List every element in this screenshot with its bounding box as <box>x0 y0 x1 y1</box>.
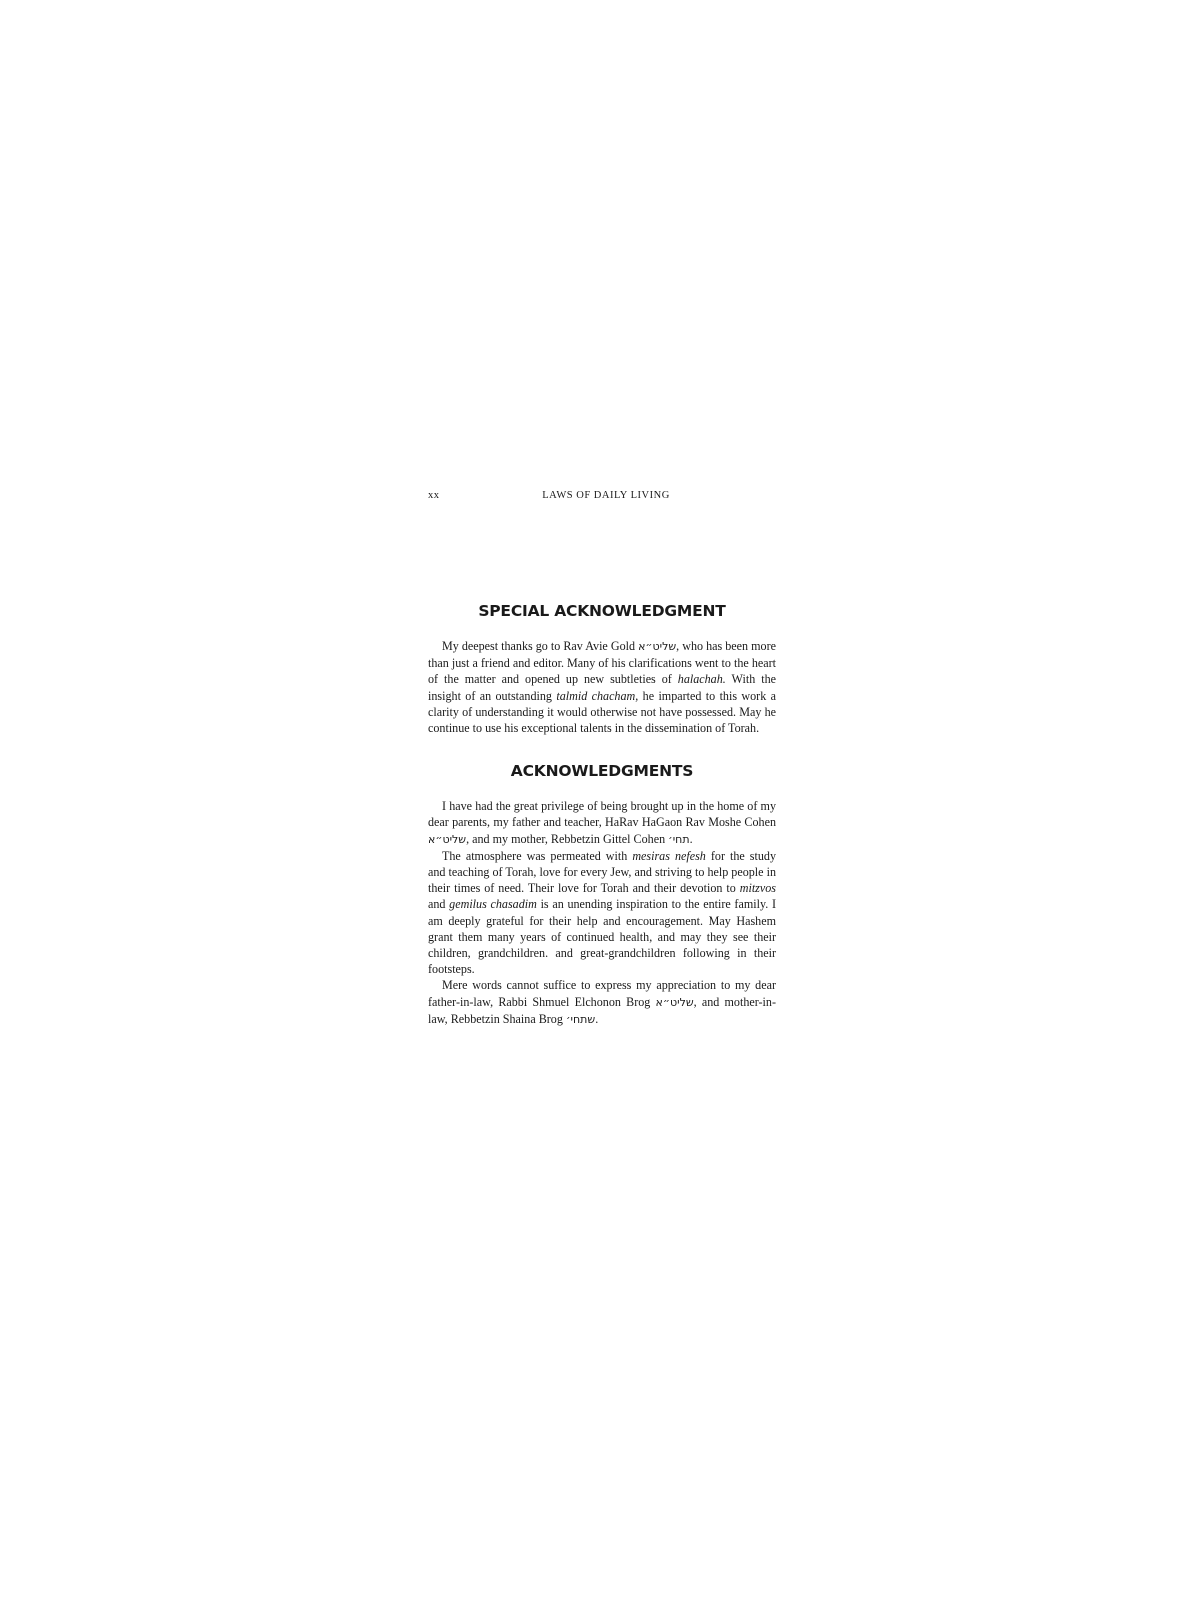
text-run: . <box>689 831 693 846</box>
running-head <box>428 490 776 506</box>
italic-term: mitzvos <box>739 881 776 896</box>
text-run: for the study and teaching of Torah, love for every Jew, and striving to help people in their times of need. Their love for Torah and their devotion to <box>428 848 776 896</box>
paragraph <box>428 848 776 978</box>
text-run: My deepest thanks go to Rav Avie Gold <box>442 639 639 653</box>
paragraph <box>428 638 776 736</box>
italic-term: talmid chacham, <box>556 688 639 703</box>
paragraph <box>428 977 776 1028</box>
paragraph <box>428 798 776 848</box>
text-run: and <box>428 897 450 912</box>
hebrew-honorific: שליט״א <box>428 832 467 846</box>
text-run: he imparted to this work a clarity of understanding it would otherwise not have possessed. May he continue to use his exceptional talents in the dissemination of Torah. <box>428 688 776 736</box>
acknowledgments-heading: ACKNOWLEDGMENTS <box>510 762 694 781</box>
text-run: . <box>595 1011 599 1026</box>
text-run: , who has been more than just a friend and editor. Many of his clarifications went to the heart of the matter and opened up new subtleties of <box>428 639 776 687</box>
special-acknowledgment-heading: SPECIAL ACKNOWLEDGMENT <box>478 602 726 620</box>
hebrew-honorific: שתחי׳ <box>565 1012 596 1026</box>
text-run: I have had the great privilege of being brought up in the home of my dear parents, my father and teacher, HaRav HaGaon Rav Moshe Cohen <box>428 799 776 830</box>
italic-term: mesiras nefesh <box>632 848 706 863</box>
italic-term: halachah. <box>677 672 726 687</box>
running-head-title: LAWS OF DAILY LIVING <box>542 490 670 501</box>
text-run: , and mother-in-law, Rebbetzin Shaina Brog <box>428 994 776 1026</box>
acknowledgments-body <box>428 798 776 1028</box>
text-run: Mere words cannot suffice to express my appreciation to my dear father-in-law, Rabbi Shmuel Elchonon Brog <box>428 978 776 1009</box>
special-acknowledgment-body <box>428 638 776 736</box>
text-run: is an unending inspiration to the entire family. I am deeply grateful for their help and encouragement. May Hashem grant them many years of continued health, and may they see their children, grandchildren. and great-grandchildren following in their footsteps. <box>428 897 776 977</box>
text-run: With the insight of an outstanding <box>428 672 776 703</box>
hebrew-honorific: שליט״א <box>638 640 677 653</box>
book-page <box>428 490 776 1028</box>
text-run: The atmosphere was permeated with <box>442 848 633 863</box>
text-run: , and my mother, Rebbetzin Gittel Cohen <box>466 831 669 846</box>
hebrew-honorific: תחי׳ <box>668 832 690 846</box>
hebrew-honorific: שליט״א <box>655 995 694 1009</box>
italic-term: gemilus chasadim <box>449 897 537 912</box>
page-number: xx <box>428 490 440 501</box>
